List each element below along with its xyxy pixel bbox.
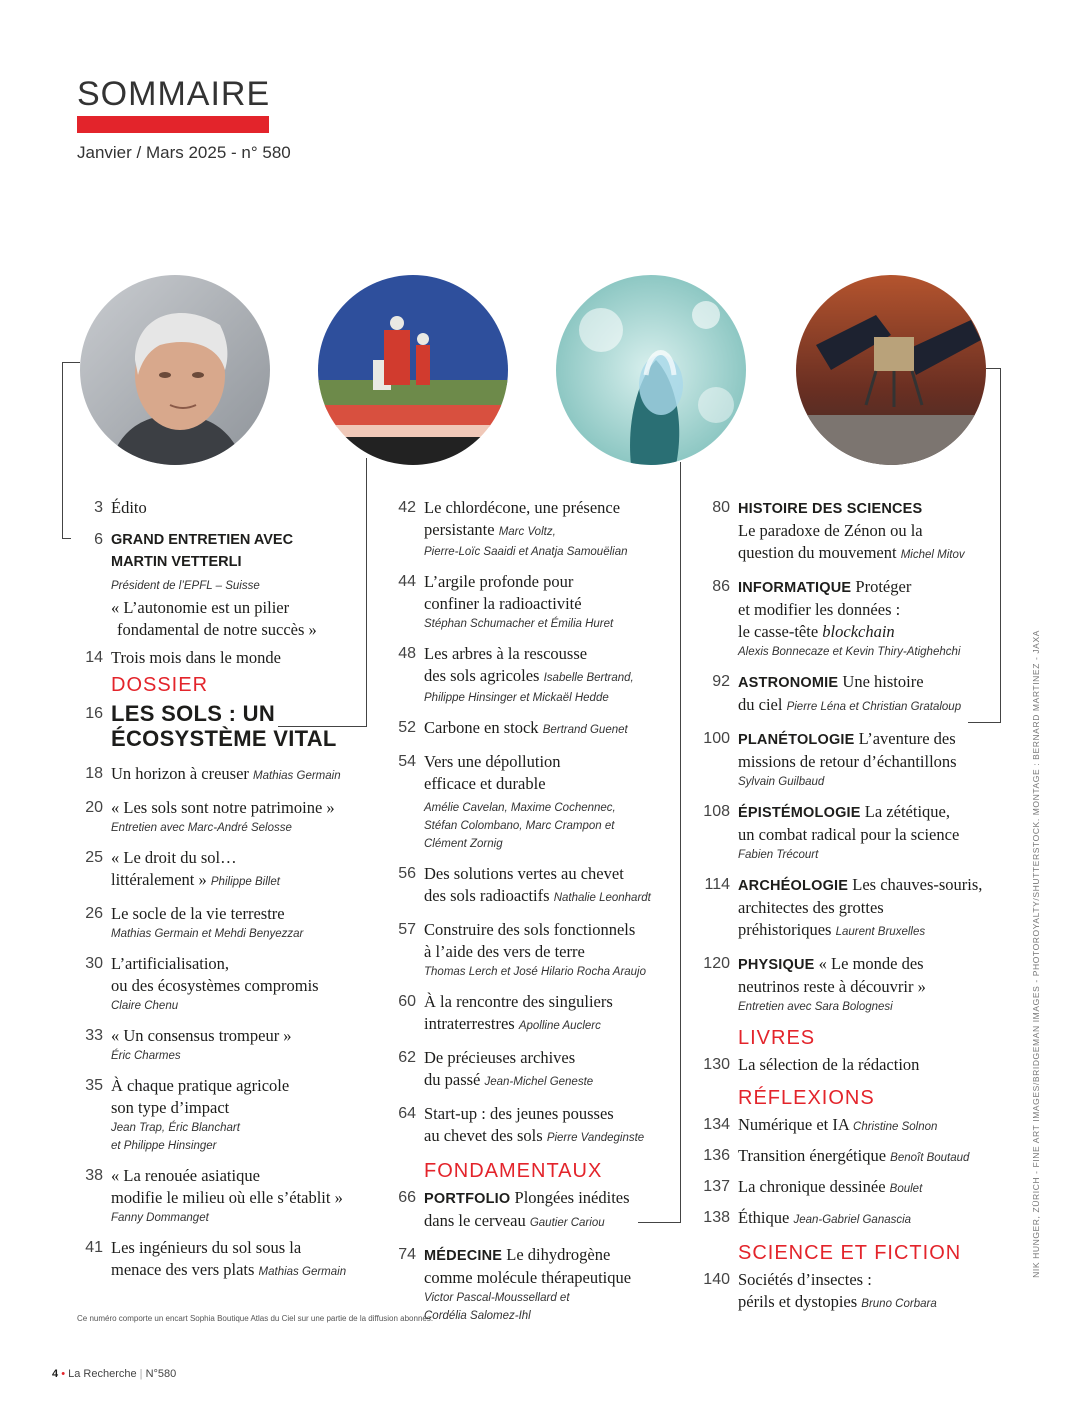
- toc-entry-pratique-agricole[interactable]: 35 À chaque pratique agricole son type d’impact Jean Trap, Éric Blanchart et Philippe Hinsinger: [85, 1076, 290, 1152]
- section-reflexions: RÉFLEXIONS: [738, 1087, 875, 1109]
- footer-separator: •: [61, 1368, 66, 1380]
- toc-entry-chronique[interactable]: 137 La chronique dessinée Boulet: [703, 1177, 923, 1196]
- masthead: [77, 76, 291, 163]
- page-footer: 4 • La Recherche | N°580: [52, 1368, 177, 1380]
- photo-credits: NIK HUNGER, ZÜRICH - FINE ART IMAGES/BRIDGEMAN IMAGES - PHOTOROYALTY/SHUTTERSTOCK. MONTAGE : BERNARD MARTINEZ - JAXA: [1031, 630, 1041, 1278]
- toc-entry-les-sols[interactable]: 16 LES SOLS : UN ÉCOSYSTÈME VITAL: [85, 701, 337, 751]
- toc-entry-medecine[interactable]: 74 MÉDECINE Le dihydrogène comme molécule thérapeutique Victor Pascal-Moussellard et Cordélia Salomez-Ihl: [398, 1245, 632, 1322]
- toc-entry-depollution[interactable]: 54 Vers une dépollution efficace et durable Amélie Cavelan, Maxime Cochennec, Stéfan Colombano, Marc Crampon et Clément Zornig: [398, 752, 616, 850]
- toc-entry-arbres[interactable]: 48 Les arbres à la rescousse des sols agricoles Isabelle Bertrand, Philippe Hinsinger et Mickaël Hedde: [398, 644, 634, 704]
- portrait-photo: [80, 275, 270, 465]
- section-science-et-fiction: SCIENCE ET FICTION: [738, 1242, 962, 1264]
- title-red-bar: [77, 116, 269, 133]
- section-fondamentaux: FONDAMENTAUX: [424, 1160, 603, 1182]
- toc-column-2: [390, 497, 675, 1335]
- toc-entry-epistemologie[interactable]: 108 ÉPISTÉMOLOGIE La zététique, un combat radical pour la science Fabien Trécourt: [703, 802, 960, 861]
- page-title: SOMMAIRE: [77, 75, 271, 113]
- toc-entry-astronomie[interactable]: 92 ASTRONOMIE Une histoire du ciel Pierre Léna et Christian Grataloup: [712, 672, 962, 714]
- issue-date: Janvier / Mars 2025 - n° 580: [77, 143, 291, 162]
- connector-line-3: [680, 462, 681, 1222]
- toc-entry-renouee[interactable]: 38 « La renouée asiatique modifie le milieu où elle s’établit » Fanny Dommanget: [85, 1166, 343, 1224]
- toc-entry-artificialisation[interactable]: 30 L’artificialisation, ou des écosystèmes compromis Claire Chenu: [85, 954, 319, 1012]
- page-number: 4: [52, 1368, 59, 1380]
- toc-entry-patrimoine[interactable]: 20 « Les sols sont notre patrimoine » Entretien avec Marc-André Selosse: [85, 798, 335, 834]
- connector-line-1: [62, 362, 63, 538]
- toc-entry-solutions-vertes[interactable]: 56 Des solutions vertes au chevet des sols radioactifs Nathalie Leonhardt: [398, 864, 651, 905]
- connector-line-1-top: [62, 362, 80, 363]
- toc-column-3: [698, 497, 998, 1325]
- toc-entry-start-up[interactable]: 64 Start-up : des jeunes pousses au chevet des sols Pierre Vandeginste: [398, 1104, 645, 1145]
- toc-entry-physique[interactable]: 120 PHYSIQUE « Le monde des neutrinos reste à découvrir » Entretien avec Sara Bolognesi: [703, 954, 926, 1013]
- toc-entry-planetologie[interactable]: 100 PLANÉTOLOGIE L’aventure des missions de retour d’échantillons Sylvain Guilbaud: [703, 729, 957, 788]
- toc-entry-archives[interactable]: 62 De précieuses archives du passé Jean-Michel Geneste: [398, 1048, 594, 1089]
- toc-entry-chlordecone[interactable]: 42 Le chlordécone, une présence persistante Marc Voltz, Pierre-Loïc Saaidi et Anatja Samouëlian: [398, 498, 628, 558]
- toc-entry-archeologie[interactable]: 114 ARCHÉOLOGIE Les chauves-souris, architectes des grottes préhistoriques Laurent Bruxelles: [704, 875, 983, 939]
- toc-entry-horizon[interactable]: 18 Un horizon à creuser Mathias Germain: [85, 764, 341, 783]
- toc-column-1: [77, 497, 367, 1293]
- toc-entry-histoire-sciences[interactable]: 80 HISTOIRE DES SCIENCES Le paradoxe de Zénon ou la question du mouvement Michel Mitov: [712, 499, 965, 562]
- magazine-name: La Recherche: [68, 1368, 137, 1380]
- toc-entry-portfolio[interactable]: 66 PORTFOLIO Plongées inédites dans le cerveau Gautier Cariou: [398, 1188, 630, 1230]
- toc-entry-societes-insectes[interactable]: 140 Sociétés d’insectes : périls et dystopies Bruno Corbara: [703, 1270, 937, 1311]
- spacecraft-image: [796, 275, 986, 465]
- medical-image: [556, 275, 746, 465]
- toc-entry-construire[interactable]: 57 Construire des sols fonctionnels à l’aide des vers de terre Thomas Lerch et José Hilario Rocha Araujo: [398, 920, 647, 978]
- connector-line-4-top: [986, 368, 1001, 369]
- toc-entry-ingenieurs[interactable]: 41 Les ingénieurs du sol sous la menace des vers plats Mathias Germain: [85, 1238, 347, 1279]
- toc-entry-grand-entretien[interactable]: 6 GRAND ENTRETIEN AVEC MARTIN VETTERLI Président de l’EPFL – Suisse « L’autonomie est un pilier fondamental de notre succès »: [94, 531, 317, 639]
- toc-entry-argile[interactable]: 44 L’argile profonde pour confiner la radioactivité Stéphan Schumacher et Émilia Huret: [398, 572, 614, 630]
- footer-issue: N°580: [145, 1368, 177, 1380]
- insert-note: Ce numéro comporte un encart Sophia Boutique Atlas du Ciel sur une partie de la diffusion abonnés.: [77, 1314, 434, 1323]
- painting-image: [318, 275, 508, 465]
- connector-line-1-bottom: [62, 538, 71, 539]
- section-dossier: DOSSIER: [111, 674, 209, 696]
- toc-entry-selection[interactable]: 130 La sélection de la rédaction: [703, 1055, 920, 1074]
- toc-entry-singuliers[interactable]: 60 À la rencontre des singuliers intraterrestres Apolline Auclerc: [398, 992, 613, 1033]
- toc-entry-consensus[interactable]: 33 « Un consensus trompeur » Éric Charmes: [85, 1026, 292, 1062]
- toc-entry-droit-du-sol[interactable]: 25 « Le droit du sol… littéralement » Philippe Billet: [85, 848, 280, 889]
- toc-entry-trois-mois[interactable]: 14 Trois mois dans le monde: [85, 648, 281, 667]
- toc-entry-edito[interactable]: 3 Édito: [94, 498, 147, 517]
- toc-entry-socle[interactable]: 26 Le socle de la vie terrestre Mathias Germain et Mehdi Benyezzar: [85, 904, 304, 940]
- toc-entry-informatique[interactable]: 86 INFORMATIQUE Protéger et modifier les données : le casse-tête blockchain Alexis Bonnecaze et Kevin Thiry-Atighehchi: [712, 577, 961, 658]
- toc-entry-transition[interactable]: 136 Transition énergétique Benoît Boutaud: [703, 1146, 970, 1165]
- toc-entry-carbone[interactable]: 52 Carbone en stock Bertrand Guenet: [398, 718, 628, 737]
- toc-entry-ethique[interactable]: 138 Éthique Jean-Gabriel Ganascia: [703, 1208, 912, 1227]
- connector-line-4: [1000, 368, 1001, 722]
- toc-entry-numerique[interactable]: 134 Numérique et IA Christine Solnon: [703, 1115, 938, 1134]
- section-livres: LIVRES: [738, 1027, 816, 1049]
